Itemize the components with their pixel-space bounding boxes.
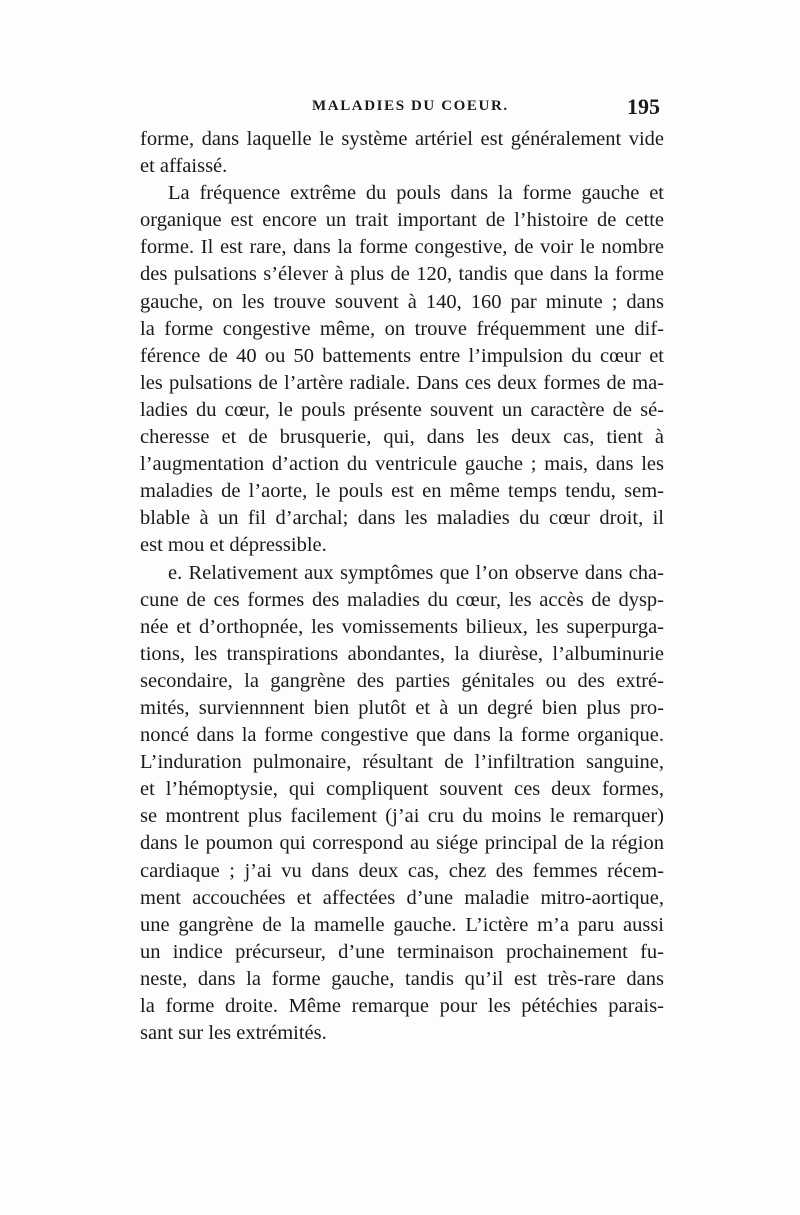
text-line: tions, les transpirations abondantes, la diurèse, l’albuminurie (140, 642, 664, 665)
text-line: ment accouchées et affectées d’une maladie mitro-aortique, (140, 886, 664, 909)
running-title: MALADIES DU COEUR. (312, 98, 509, 114)
text-line: secondaire, la gangrène des parties génitales ou des extré- (140, 669, 664, 692)
text-line: les pulsations de l’artère radiale. Dans ces deux formes de ma- (140, 371, 664, 394)
text-line: et affaissé. (140, 155, 228, 178)
text-line: organique est encore un trait important de l’histoire de cette (140, 209, 664, 232)
text-line: mités, surviennnent bien plutôt et à un degré bien plus pro- (140, 696, 664, 719)
text-line: cune de ces formes des maladies du cœur, les accès de dysp- (140, 588, 664, 611)
page-number: 195 (627, 94, 660, 119)
body-text (140, 126, 664, 1047)
text-line: une gangrène de la mamelle gauche. L’ictère m’a paru aussi (140, 913, 664, 936)
text-line: forme. Il est rare, dans la forme congestive, de voir le nombre (140, 236, 664, 259)
running-head (140, 94, 660, 122)
text-line: un indice précurseur, d’une terminaison prochainement fu- (140, 940, 664, 963)
text-line: et l’hémoptysie, qui compliquent souvent ces deux formes, (140, 778, 664, 801)
text-line: gauche, on les trouve souvent à 140, 160 par minute ; dans (140, 290, 664, 313)
paragraph-first-line: e. Relativement aux symptômes que l’on observe dans cha- (168, 561, 664, 584)
text-line: née et d’orthopnée, les vomissements bilieux, les superpurga- (140, 615, 664, 638)
text-line: des pulsations s’élever à plus de 120, tandis que dans la forme (140, 263, 664, 286)
text-line: ladies du cœur, le pouls présente souvent un caractère de sé- (140, 398, 664, 421)
text-line: cheresse et de brusquerie, qui, dans les deux cas, tient à (140, 426, 664, 449)
text-line: noncé dans la forme congestive que dans la forme organique. (140, 724, 664, 747)
text-line: se montrent plus facilement (j’ai cru du moins le remarquer) (140, 805, 664, 828)
text-line: neste, dans la forme gauche, tandis qu’il est très-rare dans (140, 967, 664, 990)
text-line: férence de 40 ou 50 battements entre l’impulsion du cœur et (140, 344, 664, 367)
text-line: cardiaque ; j’ai vu dans deux cas, chez des femmes récem- (140, 859, 664, 882)
text-line: sant sur les extrémités. (140, 1022, 327, 1045)
text-line: dans le poumon qui correspond au siége principal de la région (140, 832, 664, 855)
text-line: forme, dans laquelle le système artériel est généralement vide (140, 128, 664, 150)
text-line: est mou et dépressible. (140, 534, 327, 557)
paragraph-first-line: La fréquence extrême du pouls dans la forme gauche et (168, 182, 664, 205)
text-line: la forme congestive même, on trouve fréquemment une dif- (140, 317, 664, 340)
text-line: l’augmentation d’action du ventricule gauche ; mais, dans les (140, 453, 664, 476)
text-line: maladies de l’aorte, le pouls est en même temps tendu, sem- (140, 480, 664, 503)
text-line: L’induration pulmonaire, résultant de l’infiltration sanguine, (140, 751, 664, 774)
text-line: la forme droite. Même remarque pour les pétéchies parais- (140, 995, 664, 1017)
text-line: blable à un fil d’archal; dans les maladies du cœur droit, il (140, 507, 664, 530)
